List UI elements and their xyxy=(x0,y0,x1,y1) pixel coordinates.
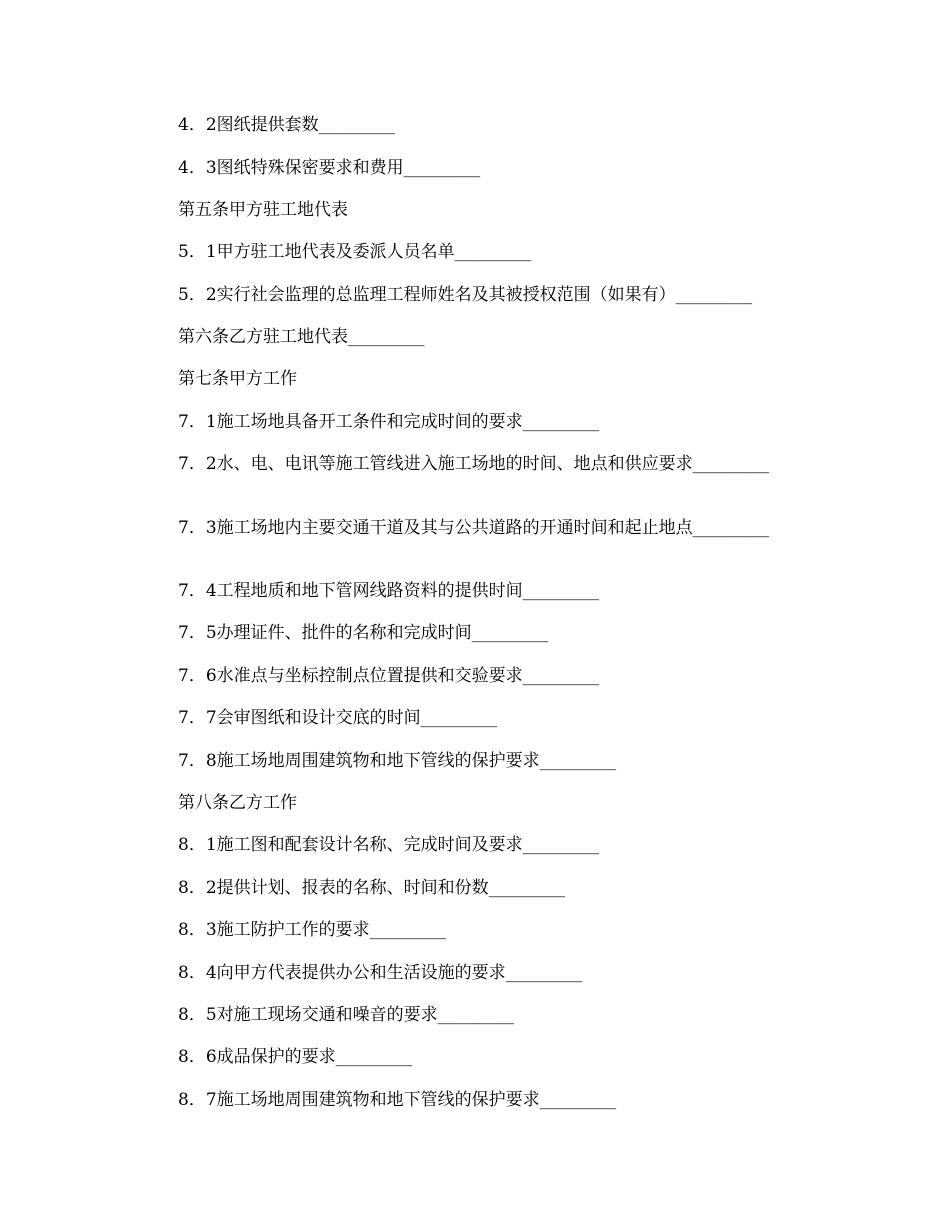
item-4-2: 4．2图纸提供套数_________ xyxy=(178,115,396,135)
item-7-6: 7．6水准点与坐标控制点位置提供和交验要求_________ xyxy=(178,666,600,686)
item-7-8: 7．8施工场地周围建筑物和地下管线的保护要求_________ xyxy=(178,751,617,771)
item-7-3 xyxy=(178,517,808,539)
item-8-5: 8．5对施工现场交通和噪音的要求_________ xyxy=(178,1005,515,1025)
item-7-5: 7．5办理证件、批件的名称和完成时间_________ xyxy=(178,623,549,643)
article-7-heading: 第七条甲方工作 xyxy=(178,369,297,389)
item-8-1: 8．1施工图和配套设计名称、完成时间及要求_________ xyxy=(178,835,600,855)
item-7-7: 7．7会审图纸和设计交底的时间_________ xyxy=(178,708,498,728)
item-5-1: 5．1甲方驻工地代表及委派人员名单_________ xyxy=(178,242,532,262)
item-8-6: 8．6成品保护的要求_________ xyxy=(178,1047,413,1067)
article-6-heading: 第六条乙方驻工地代表_________ xyxy=(178,327,425,347)
item-7-3-text: 7．3施工场地内主要交通干道及其与公共道路的开通时间和起止地点_________ xyxy=(178,518,770,538)
article-5-heading: 第五条甲方驻工地代表 xyxy=(178,200,348,220)
item-7-4: 7．4工程地质和地下管网线路资料的提供时间_________ xyxy=(178,581,600,601)
item-7-1: 7．1施工场地具备开工条件和完成时间的要求_________ xyxy=(178,412,600,432)
item-8-7: 8．7施工场地周围建筑物和地下管线的保护要求_________ xyxy=(178,1090,617,1110)
item-4-3: 4．3图纸特殊保密要求和费用_________ xyxy=(178,158,481,178)
item-8-3: 8．3施工防护工作的要求_________ xyxy=(178,920,447,940)
item-5-2: 5．2实行社会监理的总监理工程师姓名及其被授权范围（如果有）_________ xyxy=(178,285,753,305)
item-7-2-text: 7．2水、电、电讯等施工管线进入施工场地的时间、地点和供应要求_________ xyxy=(178,454,770,474)
item-7-2 xyxy=(178,453,808,475)
article-8-heading: 第八条乙方工作 xyxy=(178,793,297,813)
item-8-4: 8．4向甲方代表提供办公和生活设施的要求_________ xyxy=(178,963,583,983)
item-8-2: 8．2提供计划、报表的名称、时间和份数_________ xyxy=(178,878,566,898)
